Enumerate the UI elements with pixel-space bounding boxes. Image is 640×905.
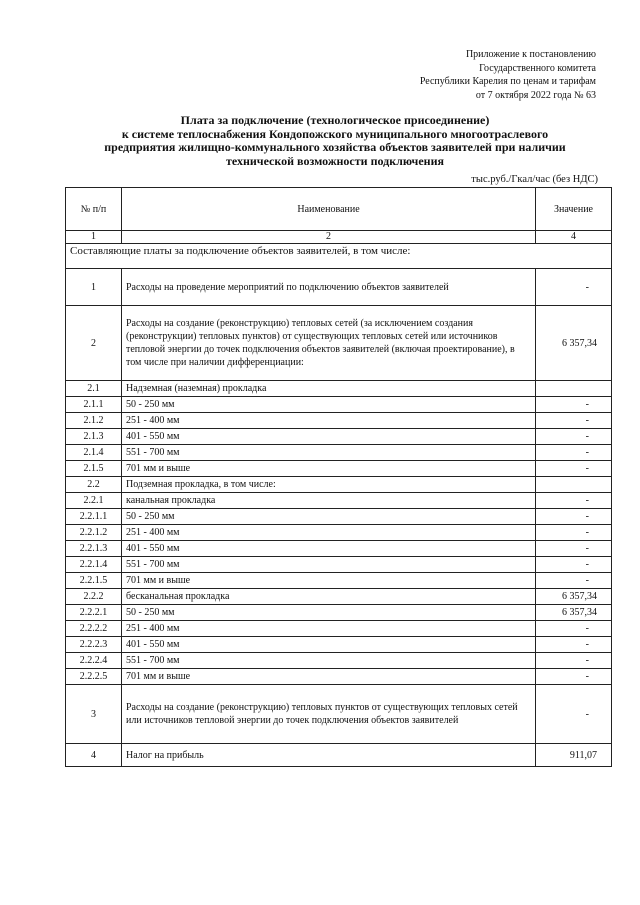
table-row (66, 269, 612, 306)
row-name: 50 - 250 мм (122, 397, 536, 413)
row-num: 2.2.2.3 (66, 637, 122, 653)
row-value: - (536, 493, 612, 509)
table-header-row (66, 188, 612, 231)
row-num: 2.1 (66, 381, 122, 397)
row-value: - (536, 397, 612, 413)
row-num: 2.2.1.4 (66, 557, 122, 573)
title-line: к системе теплоснабжения Кондопожского муниципального многоотраслевого (121, 126, 549, 141)
column-index-row (66, 231, 612, 244)
row-num: 2.2.2.1 (66, 605, 122, 621)
row-num: 2.1.1 (66, 397, 122, 413)
title-line: предприятия жилищно-коммунального хозяйства объектов заявителей при наличии (104, 140, 566, 154)
row-name: 551 - 700 мм (122, 653, 536, 669)
row-num: 4 (66, 744, 122, 767)
title-line: Плата за подключение (технологическое присоединение) (180, 113, 490, 127)
row-value: - (536, 573, 612, 589)
table-row (66, 493, 612, 509)
row-name: Подземная прокладка, в том числе: (122, 477, 536, 493)
fee-table (65, 187, 612, 767)
header-line: Государственного комитета (479, 62, 596, 74)
table-row (66, 429, 612, 445)
row-name: 401 - 550 мм (122, 637, 536, 653)
row-name: 401 - 550 мм (122, 429, 536, 445)
table-row (66, 509, 612, 525)
table-row (66, 589, 612, 605)
row-num: 2.2.2.4 (66, 653, 122, 669)
row-name: 701 мм и выше (122, 573, 536, 589)
row-num: 2.1.5 (66, 461, 122, 477)
table-row (66, 637, 612, 653)
row-value: - (536, 445, 612, 461)
row-num: 2.2.2 (66, 589, 122, 605)
header-line: от 7 октября 2022 года № 63 (475, 89, 596, 101)
row-num: 2.2.1.2 (66, 525, 122, 541)
index-num: 1 (66, 231, 122, 244)
table-row (66, 306, 612, 381)
table-row (66, 744, 612, 767)
row-num: 2.2.1.5 (66, 573, 122, 589)
header-line: Республики Карелия по ценам и тарифам (419, 76, 596, 87)
table-row (66, 461, 612, 477)
row-name: 401 - 550 мм (122, 541, 536, 557)
row-value: - (536, 429, 612, 445)
row-value: - (536, 509, 612, 525)
table-row (66, 621, 612, 637)
row-value: 6 357,34 (536, 306, 612, 381)
row-num: 2.2.2.5 (66, 669, 122, 685)
row-name: Налог на прибыль (122, 744, 536, 767)
row-num: 2.2.1.1 (66, 509, 122, 525)
table-row (66, 685, 612, 744)
index-value: 4 (536, 231, 612, 244)
row-num: 2.2.1.3 (66, 541, 122, 557)
row-name: 701 мм и выше (122, 669, 536, 685)
row-num: 2.2.2.2 (66, 621, 122, 637)
header-line: Приложение к постановлению (465, 49, 596, 60)
document-header (420, 48, 596, 102)
row-name: 251 - 400 мм (122, 621, 536, 637)
row-num: 3 (66, 685, 122, 744)
table-row (66, 653, 612, 669)
row-value: - (536, 461, 612, 477)
table-row (66, 557, 612, 573)
row-name: Расходы на создание (реконструкцию) тепловых сетей (за исключением создания (реконструкции) тепловых пунктов) от существующих тепловых сетей или источников тепловой энергии до точек подключения объектов заявителей (включая проектирование), в том числе при наличии дифференциации: (122, 306, 536, 381)
table-row (66, 605, 612, 621)
row-name: Надземная (наземная) прокладка (122, 381, 536, 397)
row-name: Расходы на проведение мероприятий по подключению объектов заявителей (122, 269, 536, 306)
row-num: 2.2.1 (66, 493, 122, 509)
row-value: - (536, 621, 612, 637)
header-value: Значение (536, 188, 612, 231)
row-num: 2.2 (66, 477, 122, 493)
row-value: - (536, 637, 612, 653)
row-name: канальная прокладка (122, 493, 536, 509)
table-row (66, 669, 612, 685)
row-name: 251 - 400 мм (122, 413, 536, 429)
row-value: - (536, 653, 612, 669)
row-name: 551 - 700 мм (122, 445, 536, 461)
header-num: № п/п (66, 188, 122, 231)
row-name: Расходы на создание (реконструкцию) тепловых пунктов от существующих тепловых сетей или источников тепловой энергии до точек подключения объектов заявителей (122, 685, 536, 744)
table-row (66, 573, 612, 589)
table-row (66, 541, 612, 557)
row-num: 2.1.4 (66, 445, 122, 461)
row-name: 251 - 400 мм (122, 525, 536, 541)
row-value (536, 477, 612, 493)
row-value (536, 381, 612, 397)
index-name: 2 (122, 231, 536, 244)
section-row (66, 244, 612, 269)
row-value: - (536, 413, 612, 429)
row-value: - (536, 669, 612, 685)
row-value: - (536, 557, 612, 573)
row-num: 2.1.3 (66, 429, 122, 445)
table-row (66, 397, 612, 413)
row-num: 1 (66, 269, 122, 306)
title-line: технической возможности подключения (226, 153, 444, 168)
row-name: бесканальная прокладка (122, 589, 536, 605)
row-value: - (536, 269, 612, 306)
row-value: - (536, 525, 612, 541)
row-value: - (536, 685, 612, 744)
row-num: 2.1.2 (66, 413, 122, 429)
row-name: 701 мм и выше (122, 461, 536, 477)
header-name: Наименование (122, 188, 536, 231)
row-value: 911,07 (536, 744, 612, 767)
row-value: 6 357,34 (536, 605, 612, 621)
row-name: 551 - 700 мм (122, 557, 536, 573)
row-name: 50 - 250 мм (122, 509, 536, 525)
section-title: Составляющие платы за подключение объектов заявителей, в том числе: (66, 244, 612, 269)
row-name: 50 - 250 мм (122, 605, 536, 621)
table-row (66, 381, 612, 397)
table-row (66, 445, 612, 461)
unit-label: тыс.руб./Гкал/час (без НДС) (471, 174, 598, 185)
table-body (66, 231, 612, 767)
row-value: - (536, 541, 612, 557)
table-row (66, 525, 612, 541)
document-title (70, 114, 600, 168)
row-value: 6 357,34 (536, 589, 612, 605)
table-row (66, 477, 612, 493)
table-row (66, 413, 612, 429)
row-num: 2 (66, 306, 122, 381)
